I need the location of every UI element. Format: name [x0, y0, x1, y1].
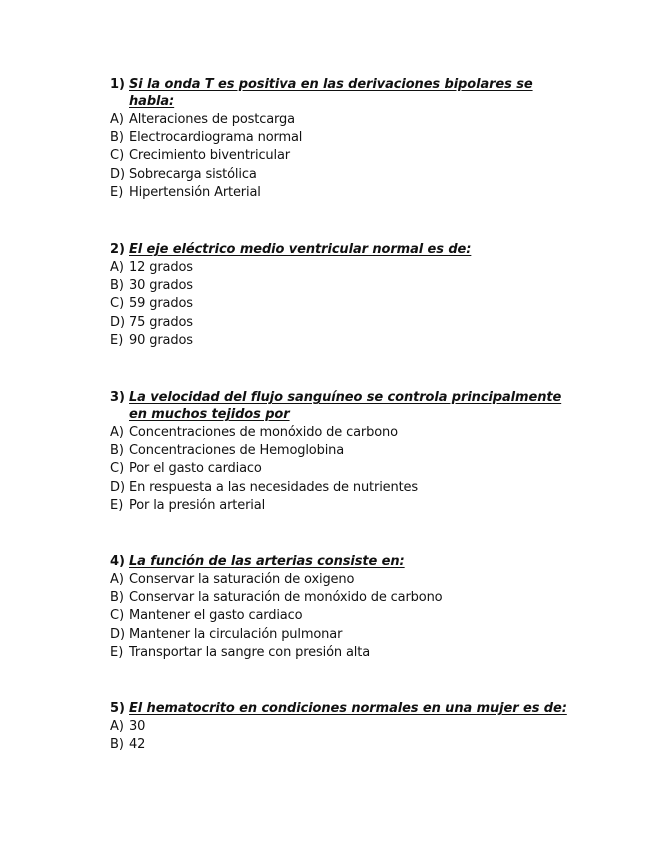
answer-option	[110, 424, 570, 442]
answer-option	[110, 718, 570, 736]
option-text: 42	[129, 737, 146, 753]
question-text: El hematocrito en condiciones normales en una mujer es de:	[129, 701, 567, 716]
answer-option	[110, 460, 570, 478]
answer-option	[110, 295, 570, 313]
question-2	[110, 241, 570, 350]
answer-options	[110, 571, 570, 662]
option-text: Mantener el gasto cardiaco	[129, 608, 303, 624]
question-3	[110, 389, 570, 515]
option-letter: C)	[110, 608, 125, 624]
answer-option	[110, 626, 570, 644]
option-text: Por la presión arterial	[129, 497, 266, 513]
question-3-heading	[110, 389, 570, 423]
answer-option	[110, 147, 570, 165]
option-letter: A)	[110, 112, 124, 127]
option-text: Hipertensión Arterial	[129, 184, 261, 200]
question-number: 4)	[110, 554, 125, 569]
answer-options	[110, 111, 570, 202]
option-letter: D)	[110, 166, 126, 182]
option-letter: E)	[110, 644, 124, 660]
option-letter: A)	[110, 572, 124, 587]
question-number: 3)	[110, 390, 125, 405]
question-number: 2)	[110, 242, 125, 257]
answer-option	[110, 479, 570, 497]
option-text: 59 grados	[129, 296, 193, 312]
option-text: Por el gasto cardiaco	[129, 461, 262, 477]
answer-option	[110, 277, 570, 295]
option-letter: B)	[110, 737, 124, 753]
question-number: 5)	[110, 701, 125, 716]
option-text: 30	[129, 719, 146, 734]
option-text: 75 grados	[129, 314, 193, 330]
option-text: Mantener la circulación pulmonar	[129, 626, 343, 642]
option-letter: D)	[110, 626, 126, 642]
answer-option	[110, 129, 570, 147]
answer-option	[110, 259, 570, 277]
answer-options	[110, 259, 570, 350]
answer-option	[110, 314, 570, 332]
option-letter: B)	[110, 590, 124, 606]
option-letter: B)	[110, 443, 124, 459]
option-text: Transportar la sangre con presión alta	[129, 644, 371, 660]
question-4-heading	[110, 553, 570, 570]
answer-option	[110, 497, 570, 515]
option-text: 30 grados	[129, 278, 193, 294]
option-text: Conservar la saturación de monóxido de carbono	[129, 590, 443, 606]
option-text: Concentraciones de Hemoglobina	[129, 443, 345, 459]
question-text: La velocidad del flujo sanguíneo se controla principalmente en muchos tejidos por	[129, 390, 562, 422]
answer-option	[110, 607, 570, 625]
answer-option	[110, 736, 570, 754]
question-number: 1)	[110, 77, 125, 92]
answer-option	[110, 571, 570, 589]
option-letter: E)	[110, 332, 124, 348]
question-4	[110, 553, 570, 662]
question-1-heading	[110, 76, 570, 110]
question-5	[110, 700, 570, 754]
answer-option	[110, 184, 570, 202]
option-letter: E)	[110, 497, 124, 513]
answer-option	[110, 644, 570, 662]
option-letter: C)	[110, 461, 125, 477]
option-letter: D)	[110, 314, 126, 330]
option-letter: A)	[110, 260, 124, 275]
question-text: Si la onda T es positiva en las derivaciones bipolares se habla:	[129, 77, 533, 109]
option-text: Conservar la saturación de oxigeno	[129, 572, 355, 587]
answer-option	[110, 332, 570, 350]
answer-option	[110, 442, 570, 460]
answer-options	[110, 718, 570, 754]
option-text: 12 grados	[129, 260, 193, 275]
option-text: Electrocardiograma normal	[129, 130, 303, 146]
option-letter: E)	[110, 184, 124, 200]
option-letter: D)	[110, 479, 126, 495]
question-5-heading	[110, 700, 570, 717]
option-text: Sobrecarga sistólica	[129, 166, 257, 182]
option-text: Crecimiento biventricular	[129, 148, 290, 164]
answer-options	[110, 424, 570, 515]
answer-option	[110, 111, 570, 129]
option-letter: C)	[110, 148, 125, 164]
question-text: El eje eléctrico medio ventricular normal es de:	[129, 242, 472, 257]
option-text: 90 grados	[129, 332, 193, 348]
option-text: Alteraciones de postcarga	[129, 112, 295, 127]
answer-option	[110, 166, 570, 184]
option-letter: A)	[110, 425, 124, 440]
option-letter: B)	[110, 278, 124, 294]
option-text: Concentraciones de monóxido de carbono	[129, 425, 398, 440]
option-text: En respuesta a las necesidades de nutrientes	[129, 479, 419, 495]
option-letter: A)	[110, 719, 124, 734]
option-letter: B)	[110, 130, 124, 146]
question-1	[110, 76, 570, 202]
question-2-heading	[110, 241, 570, 258]
answer-option	[110, 589, 570, 607]
option-letter: C)	[110, 296, 125, 312]
question-text: La función de las arterias consiste en:	[129, 554, 405, 569]
